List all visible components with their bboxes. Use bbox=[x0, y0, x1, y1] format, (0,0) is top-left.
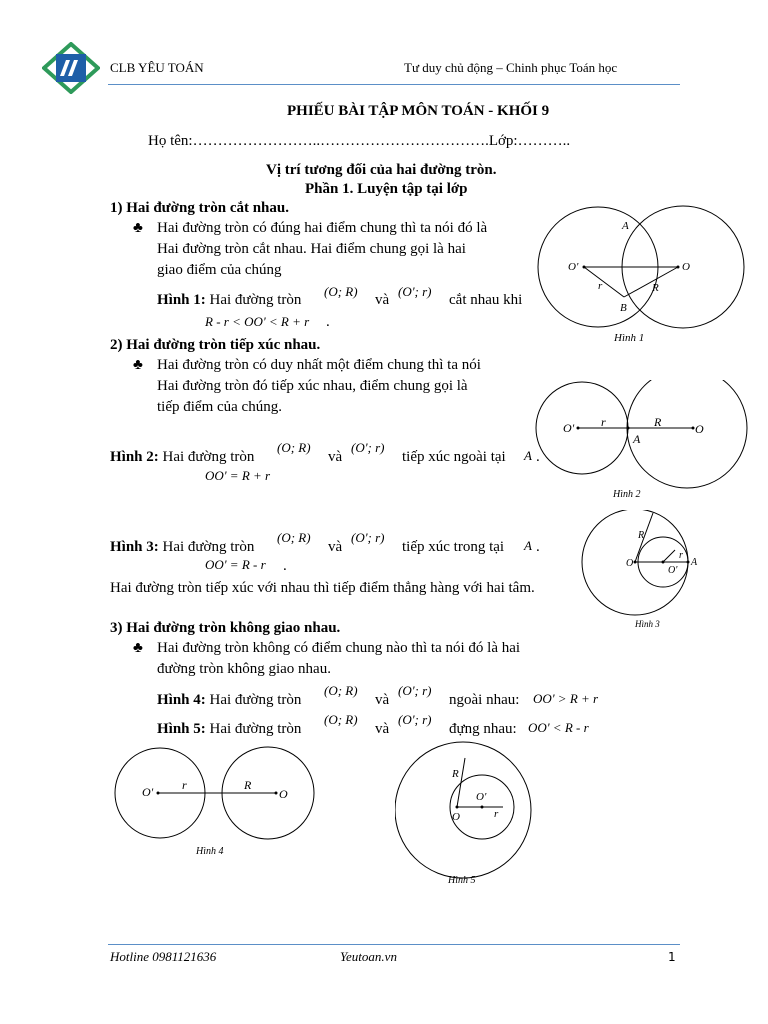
label-O: O bbox=[682, 261, 690, 273]
and-word: và bbox=[328, 449, 343, 465]
page-number: 1 bbox=[668, 950, 676, 964]
hinh1-label: Hình 1: bbox=[157, 292, 206, 308]
and-word: và bbox=[328, 539, 343, 555]
hinh2-statement bbox=[110, 449, 254, 466]
hinh4-formula: OO' > R + r bbox=[533, 691, 599, 706]
section3-heading: 3) Hai đường tròn không giao nhau. bbox=[110, 620, 341, 636]
circle-O1-r: (O'; r) bbox=[398, 683, 432, 698]
and-word: và bbox=[375, 292, 390, 308]
hinh3-text: Hai đường tròn bbox=[158, 539, 255, 555]
hinh5-text: Hai đường tròn bbox=[205, 721, 302, 737]
hinh5-formula: OO' < R - r bbox=[528, 720, 589, 735]
figure-5 bbox=[395, 740, 545, 890]
hinh5-statement bbox=[157, 721, 301, 738]
figure-5-caption: Hình 5 bbox=[448, 875, 476, 886]
label-O1: O' bbox=[476, 791, 487, 803]
label-B: B bbox=[620, 302, 627, 314]
figure-4-caption: Hình 4 bbox=[196, 846, 224, 857]
hinh3-statement bbox=[110, 539, 254, 556]
footer-rule bbox=[108, 944, 680, 945]
label-O: O bbox=[279, 787, 288, 801]
period: . bbox=[283, 558, 287, 574]
label-O1: O' bbox=[563, 421, 575, 435]
label-O: O bbox=[626, 558, 634, 569]
label-r: r bbox=[182, 778, 187, 792]
circle-O1-r: (O'; r) bbox=[351, 530, 385, 545]
label-R: R bbox=[452, 768, 459, 780]
club-suit-icon: ♣ bbox=[133, 357, 143, 373]
section2-text: Hai đường tròn đó tiếp xúc nhau, điểm chung gọi là bbox=[157, 378, 468, 394]
and-word: và bbox=[375, 721, 390, 737]
figure-1 bbox=[530, 205, 760, 345]
circle-O1-r: (O'; r) bbox=[398, 284, 432, 299]
label-R: R bbox=[652, 282, 659, 294]
hinh3-tail: tiếp xúc trong tại bbox=[402, 539, 505, 555]
hotline: Hotline 0981121636 bbox=[110, 949, 217, 964]
hinh2-text: Hai đường tròn bbox=[158, 449, 255, 465]
club-suit-icon: ♣ bbox=[133, 640, 143, 656]
hinh1-statement bbox=[157, 292, 301, 309]
figure-2 bbox=[535, 380, 755, 505]
section3-text: đường tròn không giao nhau. bbox=[157, 661, 331, 677]
tangent-note: Hai đường tròn tiếp xúc với nhau thì tiếp điểm thẳng hàng với hai tâm. bbox=[110, 580, 535, 596]
section1-text: Hai đường tròn có đúng hai điểm chung thì ta nói đó là bbox=[157, 220, 488, 236]
website: Yeutoan.vn bbox=[340, 949, 397, 964]
circle-O-R: (O; R) bbox=[277, 530, 311, 545]
label-R: R bbox=[244, 778, 252, 792]
label-O: O bbox=[695, 422, 704, 436]
point-A: A bbox=[524, 448, 532, 463]
section3-text: Hai đường tròn không có điểm chung nào thì ta nói đó là hai bbox=[157, 640, 521, 656]
label-A: A bbox=[691, 557, 698, 568]
club-suit-icon: ♣ bbox=[133, 220, 143, 236]
label-A: A bbox=[622, 220, 629, 232]
label-r: r bbox=[601, 415, 606, 429]
name-line: Họ tên:……………………..…………………………….Lớp:……….. bbox=[148, 133, 571, 149]
hinh2-label: Hình 2: bbox=[110, 449, 159, 465]
circle-O1-r: (O'; r) bbox=[351, 440, 385, 455]
hinh5-tail: đựng nhau: bbox=[449, 721, 517, 737]
hinh1-text: Hai đường tròn bbox=[205, 292, 302, 308]
header-rule bbox=[108, 84, 680, 85]
club-name: CLB YÊU TOÁN bbox=[110, 60, 204, 75]
label-R: R bbox=[638, 530, 645, 541]
figure-4 bbox=[110, 745, 335, 860]
hinh4-text: Hai đường tròn bbox=[205, 692, 302, 708]
slogan: Tư duy chủ động – Chinh phục Toán học bbox=[404, 60, 618, 75]
circle-O-R: (O; R) bbox=[324, 284, 358, 299]
hinh2-formula: OO' = R + r bbox=[205, 468, 271, 483]
period: . bbox=[536, 449, 540, 465]
hinh3-label: Hình 3: bbox=[110, 539, 159, 555]
section1-heading: 1) Hai đường tròn cắt nhau. bbox=[110, 200, 289, 216]
label-O1: O' bbox=[568, 261, 579, 273]
label-r: r bbox=[679, 550, 683, 561]
section1-text: giao điểm của chúng bbox=[157, 262, 282, 278]
hinh4-tail: ngoài nhau: bbox=[449, 692, 520, 708]
period: . bbox=[536, 539, 540, 555]
label-O1: O' bbox=[142, 785, 154, 799]
label-O1: O' bbox=[668, 565, 678, 576]
hinh1-tail: cắt nhau khi bbox=[449, 292, 523, 308]
section2-text: Hai đường tròn có duy nhất một điểm chung thì ta nói bbox=[157, 357, 481, 373]
hinh4-label: Hình 4: bbox=[157, 692, 206, 708]
label-O: O bbox=[452, 811, 460, 823]
point-A: A bbox=[524, 538, 532, 553]
and-word: và bbox=[375, 692, 390, 708]
hinh1-formula: R - r < OO' < R + r bbox=[205, 314, 310, 329]
worksheet-title: PHIẾU BÀI TẬP MÔN TOÁN - KHỐI 9 bbox=[287, 103, 550, 119]
circle-O-R: (O; R) bbox=[324, 683, 358, 698]
circle-O-R: (O; R) bbox=[277, 440, 311, 455]
label-A: A bbox=[633, 432, 641, 446]
section1-text: Hai đường tròn cắt nhau. Hai điểm chung gọi là hai bbox=[157, 241, 466, 257]
topic-title: Vị trí tương đối của hai đường tròn. bbox=[266, 162, 497, 178]
hinh3-formula: OO' = R - r bbox=[205, 557, 266, 572]
label-r: r bbox=[494, 808, 499, 820]
circle-O1-r: (O'; r) bbox=[398, 712, 432, 727]
hinh2-tail: tiếp xúc ngoài tại bbox=[402, 449, 506, 465]
logo bbox=[42, 42, 100, 94]
figure-3-caption: Hình 3 bbox=[635, 619, 660, 629]
part-title: Phần 1. Luyện tập tại lớp bbox=[305, 181, 468, 197]
figure-3 bbox=[580, 510, 710, 635]
circle-O-R: (O; R) bbox=[324, 712, 358, 727]
label-r: r bbox=[598, 280, 603, 292]
logo-icon bbox=[42, 42, 100, 94]
hinh4-statement bbox=[157, 692, 301, 709]
hinh5-label: Hình 5: bbox=[157, 721, 206, 737]
figure-2-caption: Hình 2 bbox=[613, 489, 641, 500]
section2-heading: 2) Hai đường tròn tiếp xúc nhau. bbox=[110, 337, 321, 353]
label-R: R bbox=[654, 415, 662, 429]
period: . bbox=[326, 314, 330, 330]
figure-1-caption: Hình 1 bbox=[614, 332, 645, 344]
section2-text: tiếp điểm của chúng. bbox=[157, 399, 282, 415]
